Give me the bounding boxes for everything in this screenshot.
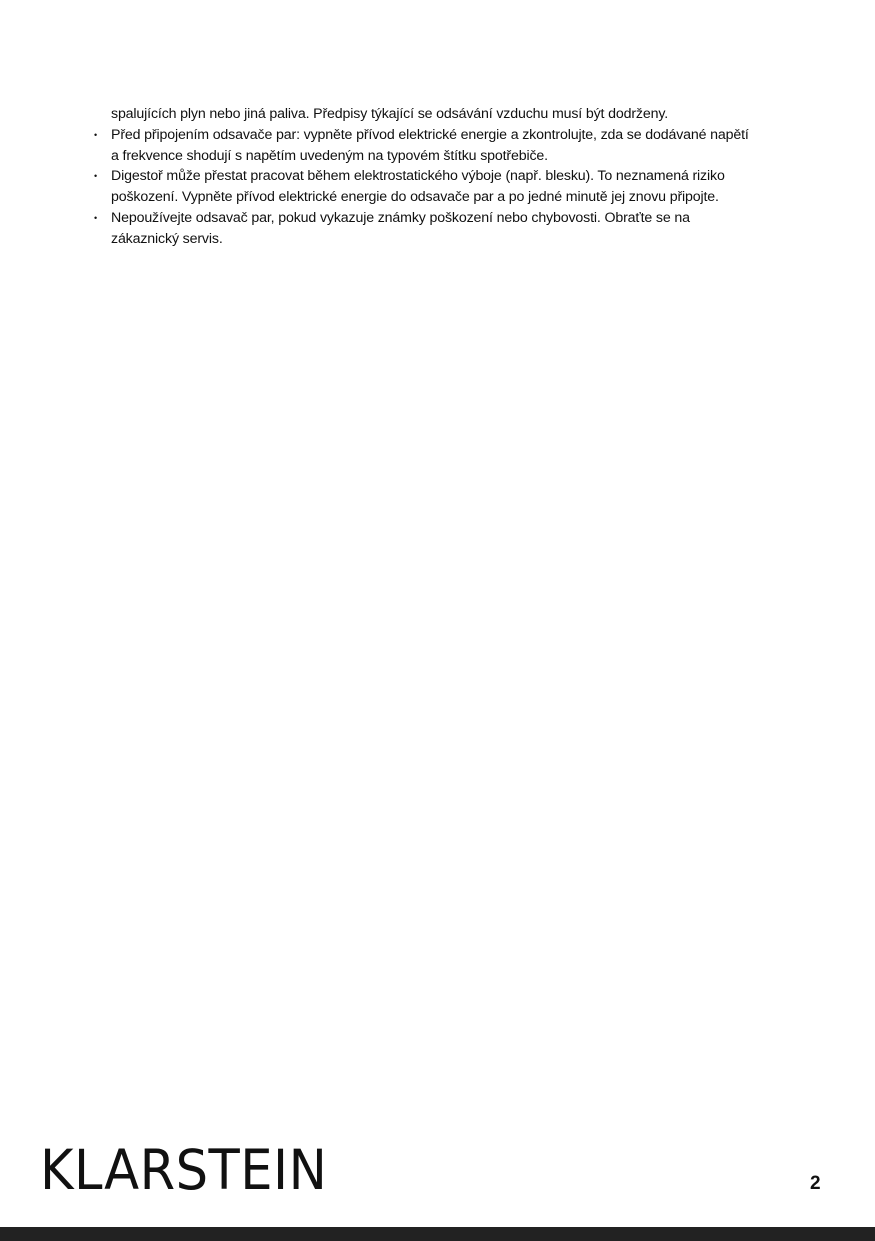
bullet-text-line: Nepoužívejte odsavač par, pokud vykazuje známky poškození nebo chybovosti. Obraťte se na	[111, 209, 690, 226]
continuation-paragraph: spalujících plyn nebo jiná paliva. Předpisy týkající se odsávání vzduchu musí být dodrženy.	[111, 106, 669, 122]
page-number: 2	[810, 1173, 821, 1194]
bullet-text-line: poškození. Vypněte přívod elektrické energie do odsavače par a po jedné minutě jej znovu připojte.	[111, 189, 719, 206]
bullet-text-line: zákaznický servis.	[111, 230, 223, 247]
bullet-text-line: a frekvence shodují s napětím uvedeným na typovém štítku spotřebiče.	[111, 147, 548, 164]
bullet-text-line: Před připojením odsavače par: vypněte přívod elektrické energie a zkontrolujte, zda se dodávané napětí	[111, 126, 749, 143]
bullet-icon: •	[94, 212, 98, 223]
bullet-item-damage	[92, 208, 832, 250]
brand-logo: KLARSTEIN	[40, 1138, 328, 1202]
bullet-item-electrostatic	[92, 166, 832, 208]
instructions-text	[92, 104, 832, 250]
safety-bullet-list	[92, 125, 832, 250]
bullet-item-power-check	[92, 125, 832, 167]
bullet-text-line: Digestoř může přestat pracovat během elektrostatického výboje (např. blesku). To neznamená riziko	[111, 168, 725, 185]
bullet-icon: •	[94, 171, 98, 182]
footer-bar	[0, 1227, 875, 1241]
bullet-icon: •	[94, 129, 98, 140]
